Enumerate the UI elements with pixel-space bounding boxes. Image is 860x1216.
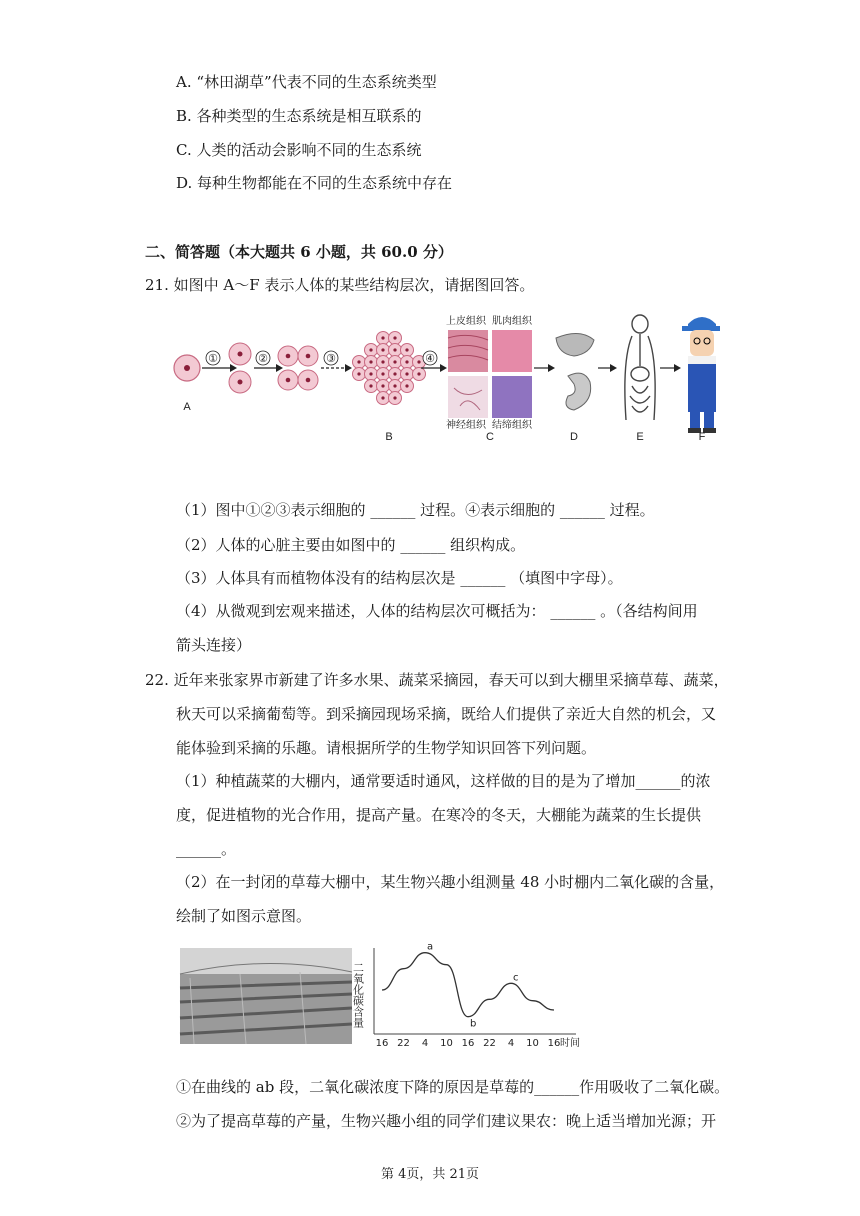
point-label-c: c	[513, 972, 519, 984]
cell-nucleus	[393, 384, 396, 387]
cell-nucleus	[369, 360, 372, 363]
point-label-a: a	[427, 941, 434, 953]
stage-label-c: C	[486, 431, 494, 443]
x-tick-label: 16	[375, 1038, 389, 1049]
cell-nucleus	[381, 336, 384, 339]
cell-nucleus	[393, 348, 396, 351]
arrow-label-2: ②	[258, 353, 268, 365]
q21-figure	[170, 310, 730, 450]
system-e	[625, 315, 655, 420]
cell-nucleus	[381, 360, 384, 363]
option-c: C. 人类的活动会影响不同的生态系统	[176, 141, 422, 159]
greenhouse-photo	[180, 948, 352, 1044]
q22-line1: 22. 近年来张家界市新建了许多水果、蔬菜采摘园，春天可以到大棚里采摘草莓、蔬菜，	[145, 671, 729, 689]
q22-sub2b: 绘制了如图示意图。	[176, 907, 312, 925]
q21-sub3: （3）人体具有而植物体没有的结构层次是 ______ （填图中字母）。	[176, 569, 623, 587]
x-tick-label: 4	[421, 1038, 429, 1049]
tissue-label-nerve: 神经组织	[446, 420, 486, 431]
q21-sub4b: 箭头连接）	[176, 636, 252, 654]
cell-nucleus	[393, 372, 396, 375]
cell-nucleus	[405, 384, 408, 387]
stage-label-e: E	[636, 431, 644, 443]
q21-sub4a: （4）从微观到宏观来描述，人体的结构层次可概括为： ______ 。（各结构间用	[176, 602, 698, 620]
cell-nucleus	[405, 360, 408, 363]
x-tick-label: 22	[397, 1038, 410, 1049]
cell-nucleus	[369, 384, 372, 387]
four-cells	[278, 346, 318, 390]
x-tick-label: 10	[526, 1038, 539, 1049]
tissue-label-muscle: 肌肉组织	[492, 316, 532, 327]
stage-label-b: B	[385, 431, 393, 443]
q22-p1: ①在曲线的 ab 段，二氧化碳浓度下降的原因是草莓的______作用吸收了二氧化碳。	[176, 1078, 730, 1096]
tissues-c	[446, 314, 533, 431]
cell-nucleus	[393, 396, 396, 399]
arrow-label-1: ①	[208, 353, 218, 365]
co2-series-line	[382, 953, 554, 1017]
co2-chart	[351, 941, 586, 1054]
cell-nucleus	[381, 396, 384, 399]
x-tick-label: 16	[461, 1038, 475, 1049]
q22-line3: 能体验到采摘的乐趣。请根据所学的生物学知识回答下列问题。	[176, 739, 597, 757]
cell-nucleus	[369, 372, 372, 375]
arrow-label-3: ③	[326, 353, 336, 365]
stage-label-d: D	[570, 431, 578, 443]
cell-nucleus	[381, 384, 384, 387]
q22-sub1a: （1）种植蔬菜的大棚内，通常要适时通风，这样做的目的是为了增加______的浓	[176, 772, 711, 790]
stage-label-f: F	[698, 431, 706, 443]
x-tick-label: 16	[547, 1038, 561, 1049]
tissue-label-connective: 结缔组织	[492, 420, 532, 431]
section-heading: 二、简答题（本大题共 6 小题，共 60.0 分）	[145, 243, 453, 261]
q22-sub1c: ______。	[176, 840, 237, 858]
cell-nucleus	[405, 372, 408, 375]
point-label-b: b	[470, 1018, 477, 1030]
q22-line2: 秋天可以采摘葡萄等。到采摘园现场采摘，既给人们提供了亲近大自然的机会，又	[176, 705, 717, 723]
tissue-label-epithelial: 上皮组织	[446, 316, 486, 327]
x-tick-label: 10	[440, 1038, 453, 1049]
arrow-label-4: ④	[425, 353, 435, 365]
cell-nucleus	[369, 348, 372, 351]
cell-nucleus	[393, 360, 396, 363]
chart-ylabel: 二氧化碳含量	[351, 962, 365, 1028]
cell-nucleus	[381, 372, 384, 375]
option-a: A. “林田湖草”代表不同的生态系统类型	[176, 73, 437, 91]
option-b: B. 各种类型的生态系统是相互联系的	[176, 107, 422, 125]
chart-xlabel: 时间	[560, 1038, 580, 1049]
x-tick-label: 22	[483, 1038, 496, 1049]
q22-sub2a: （2）在一封闭的草莓大棚中，某生物兴趣小组测量 48 小时棚内二氧化碳的含量，	[176, 873, 725, 891]
page-footer: 第 4页，共 21页	[380, 1167, 480, 1182]
cell-a	[174, 355, 200, 381]
q21-sub1: （1）图中①②③表示细胞的 ______ 过程。④表示细胞的 ______ 过程。	[176, 501, 655, 519]
q21-stem: 21. 如图中 A～F 表示人体的某些结构层次，请据图回答。	[145, 276, 535, 294]
cell-nucleus	[381, 348, 384, 351]
cell-nucleus	[405, 348, 408, 351]
q22-sub1b: 度，促进植物的光合作用，提高产量。在寒冷的冬天，大棚能为蔬菜的生长提供	[176, 806, 702, 824]
x-tick-label: 4	[507, 1038, 515, 1049]
cell-nucleus	[357, 372, 360, 375]
person-f	[682, 317, 720, 433]
cell-nucleus	[357, 360, 360, 363]
cell-nucleus	[417, 372, 420, 375]
q22-p2: ②为了提高草莓的产量，生物兴趣小组的同学们建议果农：晚上适当增加光源；开	[176, 1112, 717, 1130]
cell-nucleus	[393, 336, 396, 339]
stage-label-a: A	[183, 401, 191, 413]
cell-mass-b	[353, 332, 426, 405]
cell-nucleus	[417, 360, 420, 363]
q21-sub2: （2）人体的心脏主要由如图中的 ______ 组织构成。	[176, 536, 526, 554]
organs-d	[556, 333, 594, 410]
option-d: D. 每种生物都能在不同的生态系统中存在	[176, 174, 453, 192]
